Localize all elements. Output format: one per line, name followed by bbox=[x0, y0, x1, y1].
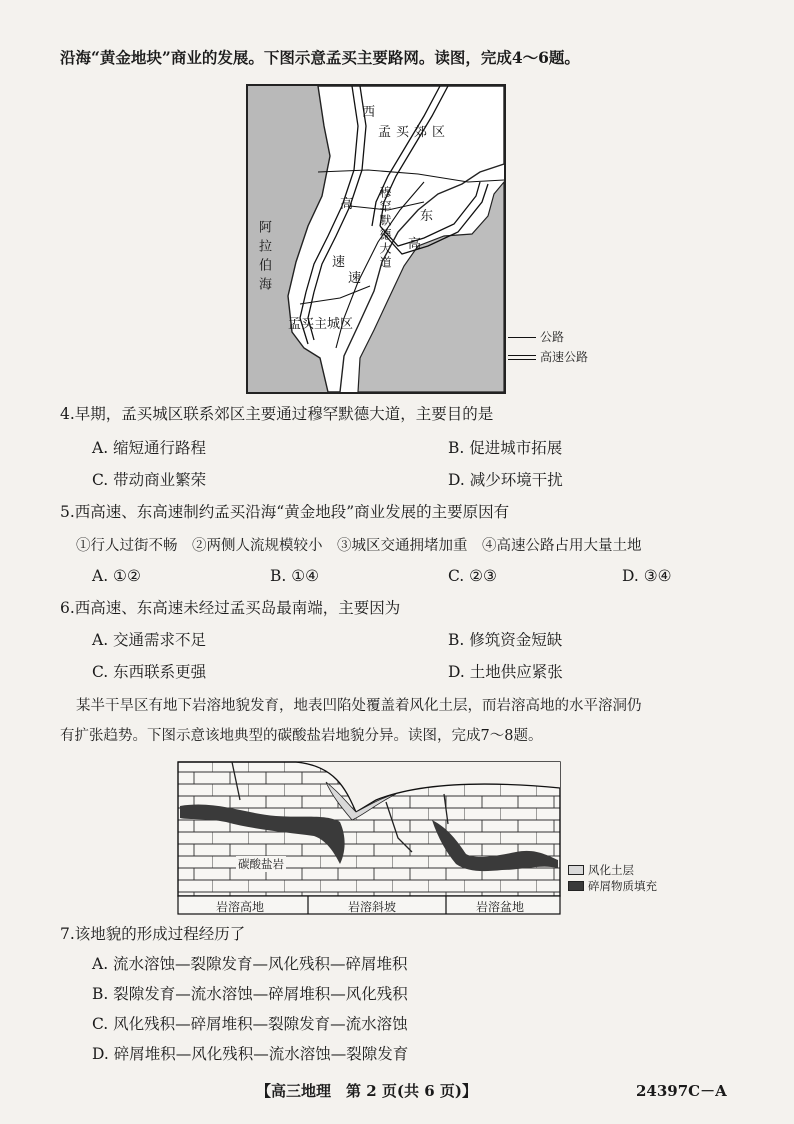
q7-option-d[interactable]: D. 碎屑堆积—风化残积—流水溶蚀—裂隙发育 bbox=[92, 1045, 409, 1063]
highway-line-icon bbox=[508, 355, 536, 360]
q7-option-a[interactable]: A. 流水溶蚀—裂隙发育—风化残积—碎屑堆积 bbox=[92, 955, 408, 973]
legend-highway-label: 高速公路 bbox=[540, 350, 589, 364]
q6-stem: 6.西高速、东高速未经过孟买岛最南端，主要因为 bbox=[60, 599, 401, 617]
q5-option-d[interactable]: D. ③④ bbox=[622, 567, 672, 585]
q4-stem: 4.早期，孟买城区联系郊区主要通过穆罕默德大道，主要目的是 bbox=[60, 405, 494, 423]
legend-road-label: 公路 bbox=[540, 330, 565, 344]
intro-karst-line2: 有扩张趋势。下图示意该地典型的碳酸盐岩地貌分异。读图，完成7～8题。 bbox=[60, 728, 543, 744]
q4-option-a[interactable]: A. 缩短通行路程 bbox=[92, 439, 207, 457]
q6-option-a[interactable]: A. 交通需求不足 bbox=[92, 631, 207, 649]
label-suburb: 孟买郊区 bbox=[378, 125, 451, 140]
label-high-west: 高 bbox=[340, 197, 354, 212]
label-avenue: 穆罕默德大道 bbox=[378, 186, 392, 270]
paper-code: 24397C－A bbox=[636, 1082, 727, 1100]
map-svg bbox=[248, 86, 504, 392]
q6-option-b[interactable]: B. 修筑资金短缺 bbox=[448, 631, 563, 649]
q4-option-b[interactable]: B. 促进城市拓展 bbox=[448, 439, 563, 457]
karst-profile-diagram bbox=[176, 760, 562, 916]
intro-line: 沿海“黄金地块”商业的发展。下图示意孟买主要路网。读图，完成4～6题。 bbox=[60, 48, 580, 67]
q7-option-c[interactable]: C. 风化残积—碎屑堆积—裂隙发育—流水溶蚀 bbox=[92, 1015, 408, 1033]
label-west: 西 bbox=[362, 105, 376, 120]
q7-stem: 7.该地貌的形成过程经历了 bbox=[60, 925, 246, 943]
label-high-east: 高 bbox=[408, 237, 422, 252]
q5-option-a[interactable]: A. ①② bbox=[92, 567, 141, 585]
debris-swatch-icon bbox=[568, 881, 584, 891]
label-speed-west: 速 bbox=[332, 255, 346, 270]
legend-highway bbox=[508, 350, 588, 364]
label-speed-east: 速 bbox=[348, 271, 362, 286]
q7-option-b[interactable]: B. 裂隙发育—流水溶蚀—碎屑堆积—风化残积 bbox=[92, 985, 408, 1003]
label-main-city: 孟买主城区 bbox=[288, 317, 354, 332]
mumbai-road-map bbox=[246, 84, 506, 394]
q4-option-d[interactable]: D. 减少环境干扰 bbox=[448, 471, 563, 489]
karst-svg bbox=[176, 760, 562, 916]
q5-option-b[interactable]: B. ①④ bbox=[270, 567, 320, 585]
page-footer: 【高三地理 第 2 页(共 6 页)】 bbox=[256, 1082, 477, 1100]
q6-option-d[interactable]: D. 土地供应紧张 bbox=[448, 663, 563, 681]
q6-option-c[interactable]: C. 东西联系更强 bbox=[92, 663, 207, 681]
road-line-icon bbox=[508, 337, 536, 338]
label-east: 东 bbox=[420, 209, 434, 224]
zone-basin: 岩溶盆地 bbox=[476, 900, 525, 914]
legend-soil-label: 风化土层 bbox=[588, 863, 634, 877]
intro-karst-line1: 某半干旱区有地下岩溶地貌发育，地表凹陷处覆盖着风化土层，而岩溶高地的水平溶洞仍 bbox=[76, 698, 642, 714]
soil-swatch-icon bbox=[568, 865, 584, 875]
legend-debris bbox=[568, 878, 657, 894]
q4-option-c[interactable]: C. 带动商业繁荣 bbox=[92, 471, 207, 489]
legend-debris-label: 碎屑物质填充 bbox=[588, 879, 657, 893]
label-arabian-sea: 阿拉伯海 bbox=[256, 220, 271, 296]
legend-road bbox=[508, 330, 564, 344]
legend-soil bbox=[568, 862, 634, 878]
zone-highland: 岩溶高地 bbox=[216, 900, 265, 914]
q5-stem: 5.西高速、东高速制约孟买沿海“黄金地段”商业发展的主要原因有 bbox=[60, 503, 510, 521]
label-carbonate-rock: 碳酸盐岩 bbox=[238, 857, 284, 871]
q5-option-c[interactable]: C. ②③ bbox=[448, 567, 497, 585]
zone-slope: 岩溶斜坡 bbox=[348, 900, 397, 914]
q5-items: ①行人过街不畅 ②两侧人流规模较小 ③城区交通拥堵加重 ④高速公路占用大量土地 bbox=[76, 538, 642, 554]
